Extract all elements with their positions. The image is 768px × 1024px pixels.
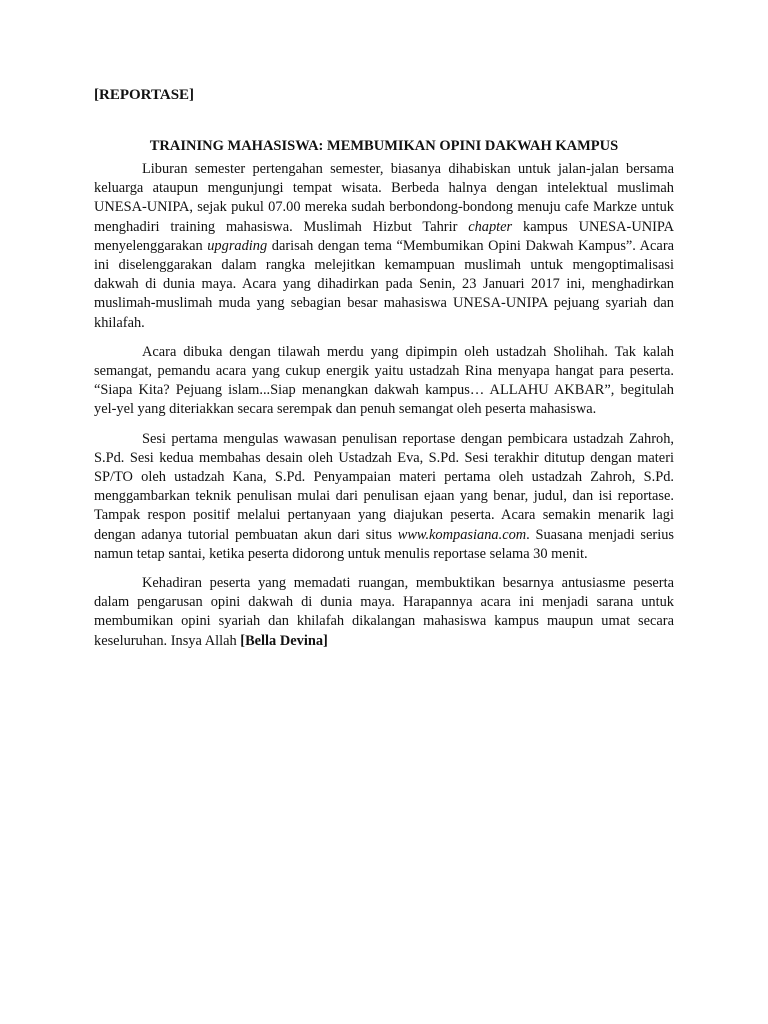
- paragraph-2: Acara dibuka dengan tilawah merdu yang dipimpin oleh ustadzah Sholihah. Tak kalah semangat, pemandu acara yang cukup energik yaitu ustadzah Rina menyapa hangat para peserta. “Siapa Kita? Pejuang islam...Siap menangkan dakwah kampus… ALLAHU AKBAR”, begitulah yel-yel yang diteriakkan secara serempak dan penuh semangat oleh peserta mahasiswa.: [94, 343, 674, 418]
- document-title: TRAINING MAHASISWA: MEMBUMIKAN OPINI DAKWAH KAMPUS: [149, 138, 619, 154]
- paragraph-1-text-b: kampus UNESA-UNIPA menyelenggarakan: [94, 218, 674, 254]
- paragraph-3: [94, 430, 674, 564]
- paragraph-3-website: www.kompasiana.com: [397, 526, 527, 543]
- paragraph-3-text-a: Sesi pertama mengulas wawasan penulisan reportase dengan pembicara ustadzah Zahroh, S.Pd. Sesi kedua membahas desain oleh Ustadzah Eva, S.Pd. Sesi terakhir ditutup dengan materi SP/TO oleh ustadzah Kana, S.Pd. Penyampaian materi pertama oleh ustadzah Zahroh, S.Pd. menggambarkan teknik penulisan mulai dari penulisan ejaan yang benar, judul, dan isi reportase. Tampak respon positif melalui pertanyaan yang diajukan peserta. Acara semakin menarik lagi dengan adanya tutorial pembuatan akun dari situs: [94, 430, 674, 543]
- paragraph-1-italic-chapter: chapter: [468, 218, 513, 235]
- author-name: [Bella Devina]: [240, 632, 328, 649]
- paragraph-4: [94, 574, 674, 651]
- paragraph-1-text-a: Liburan semester pertengahan semester, biasanya dihabiskan untuk jalan-jalan bersama keluarga ataupun mengunjungi tempat wisata. Berbeda halnya dengan intelektual muslimah UNESA-UNIPA, sejak pukul 07.00 mereka sudah berbondong-bondong menuju cafe Markze untuk menghadiri training mahasiswa. Muslimah Hizbut Tahrir: [94, 161, 674, 235]
- document-label: [REPORTASE]: [94, 87, 195, 103]
- paragraph-1: [94, 160, 674, 333]
- paragraph-4-text: Kehadiran peserta yang memadati ruangan, membuktikan besarnya antusiasme peserta dalam pengarusan opini dakwah di dunia maya. Harapannya acara ini menjadi sarana untuk membumikan opini syariah dan khilafah dikalangan mahasiswa kampus maupun umat secara keseluruhan. Insya Allah: [94, 575, 674, 649]
- paragraph-1-italic-upgrading: upgrading: [207, 237, 268, 254]
- paragraph-1-text-c: darisah dengan tema “Membumikan Opini Dakwah Kampus”. Acara ini diselenggarakan dalam rangka melejitkan kemampuan muslimah untuk mengoptimalisasi dakwah di dunia maya. Acara yang dihadirkan pada Senin, 23 Januari 2017 ini, menghadirkan muslimah-muslimah muda yang sebagian besar mahasiswa UNESA-UNIPA pejuang syariah dan khilafah.: [94, 237, 674, 331]
- paragraph-3-text-b: . Suasana menjadi serius namun tetap santai, ketika peserta didorong untuk menulis reportase selama 30 menit.: [94, 526, 674, 562]
